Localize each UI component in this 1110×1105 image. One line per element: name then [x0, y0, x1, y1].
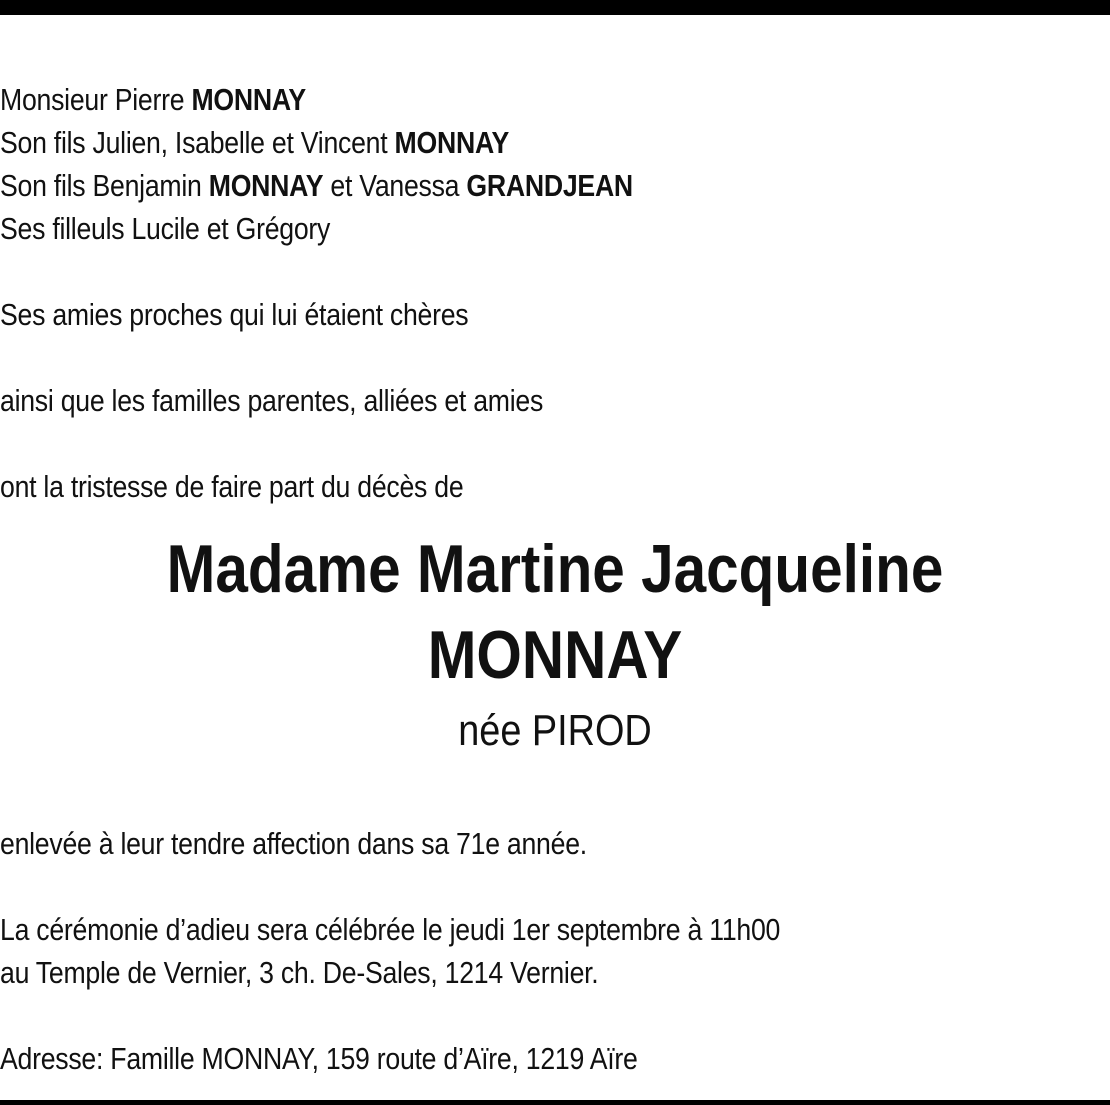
family-line-3 — [0, 164, 955, 207]
obituary-notice — [0, 78, 1110, 1080]
top-border-rule — [0, 0, 1110, 15]
deceased-maiden-name: née PIROD — [458, 706, 652, 755]
family-line-3-mid: et Vanessa — [323, 168, 467, 203]
deceased-name-line-2: MONNAY — [427, 617, 683, 693]
spacer — [0, 764, 1110, 822]
deceased-name-block — [0, 526, 1110, 764]
family-line-1-surname: MONNAY — [191, 82, 306, 117]
announcement-line: ont la tristesse de faire part du décès de — [0, 469, 464, 504]
family-line-2 — [0, 121, 955, 164]
family-line-3-text: Son fils Benjamin — [0, 168, 209, 203]
family-line-1-text: Monsieur Pierre — [0, 82, 192, 117]
families-line: ainsi que les familles parentes, alliées et amies — [0, 383, 544, 418]
ceremony-line-1: La cérémonie d’adieu sera célébrée le jeudi 1er septembre à 11h00 — [0, 912, 781, 947]
ceremony-line-2: au Temple de Vernier, 3 ch. De-Sales, 1214 Vernier. — [0, 955, 599, 990]
spacer — [0, 422, 1110, 465]
family-line-3-surname-1: MONNAY — [208, 168, 324, 203]
family-line-2-surname: MONNAY — [394, 125, 510, 160]
family-line-3-surname-2: GRANDJEAN — [466, 168, 633, 203]
friends-line: Ses amies proches qui lui étaient chères — [0, 297, 469, 332]
spacer — [0, 250, 1110, 293]
deceased-name-line-1: Madame Martine Jacqueline — [166, 531, 944, 607]
family-line-4: Ses filleuls Lucile et Grégory — [0, 211, 331, 246]
bottom-border-rule — [0, 1100, 1110, 1105]
spacer — [0, 336, 1110, 379]
family-line-2-text: Son fils Julien, Isabelle et Vincent — [0, 125, 395, 160]
spacer — [0, 865, 1110, 908]
spacer — [0, 994, 1110, 1037]
address-line: Adresse: Famille MONNAY, 159 route d’Aïre, 1219 Aïre — [0, 1041, 638, 1076]
age-line: enlevée à leur tendre affection dans sa 71e année. — [0, 826, 587, 861]
family-line-1 — [0, 78, 955, 121]
